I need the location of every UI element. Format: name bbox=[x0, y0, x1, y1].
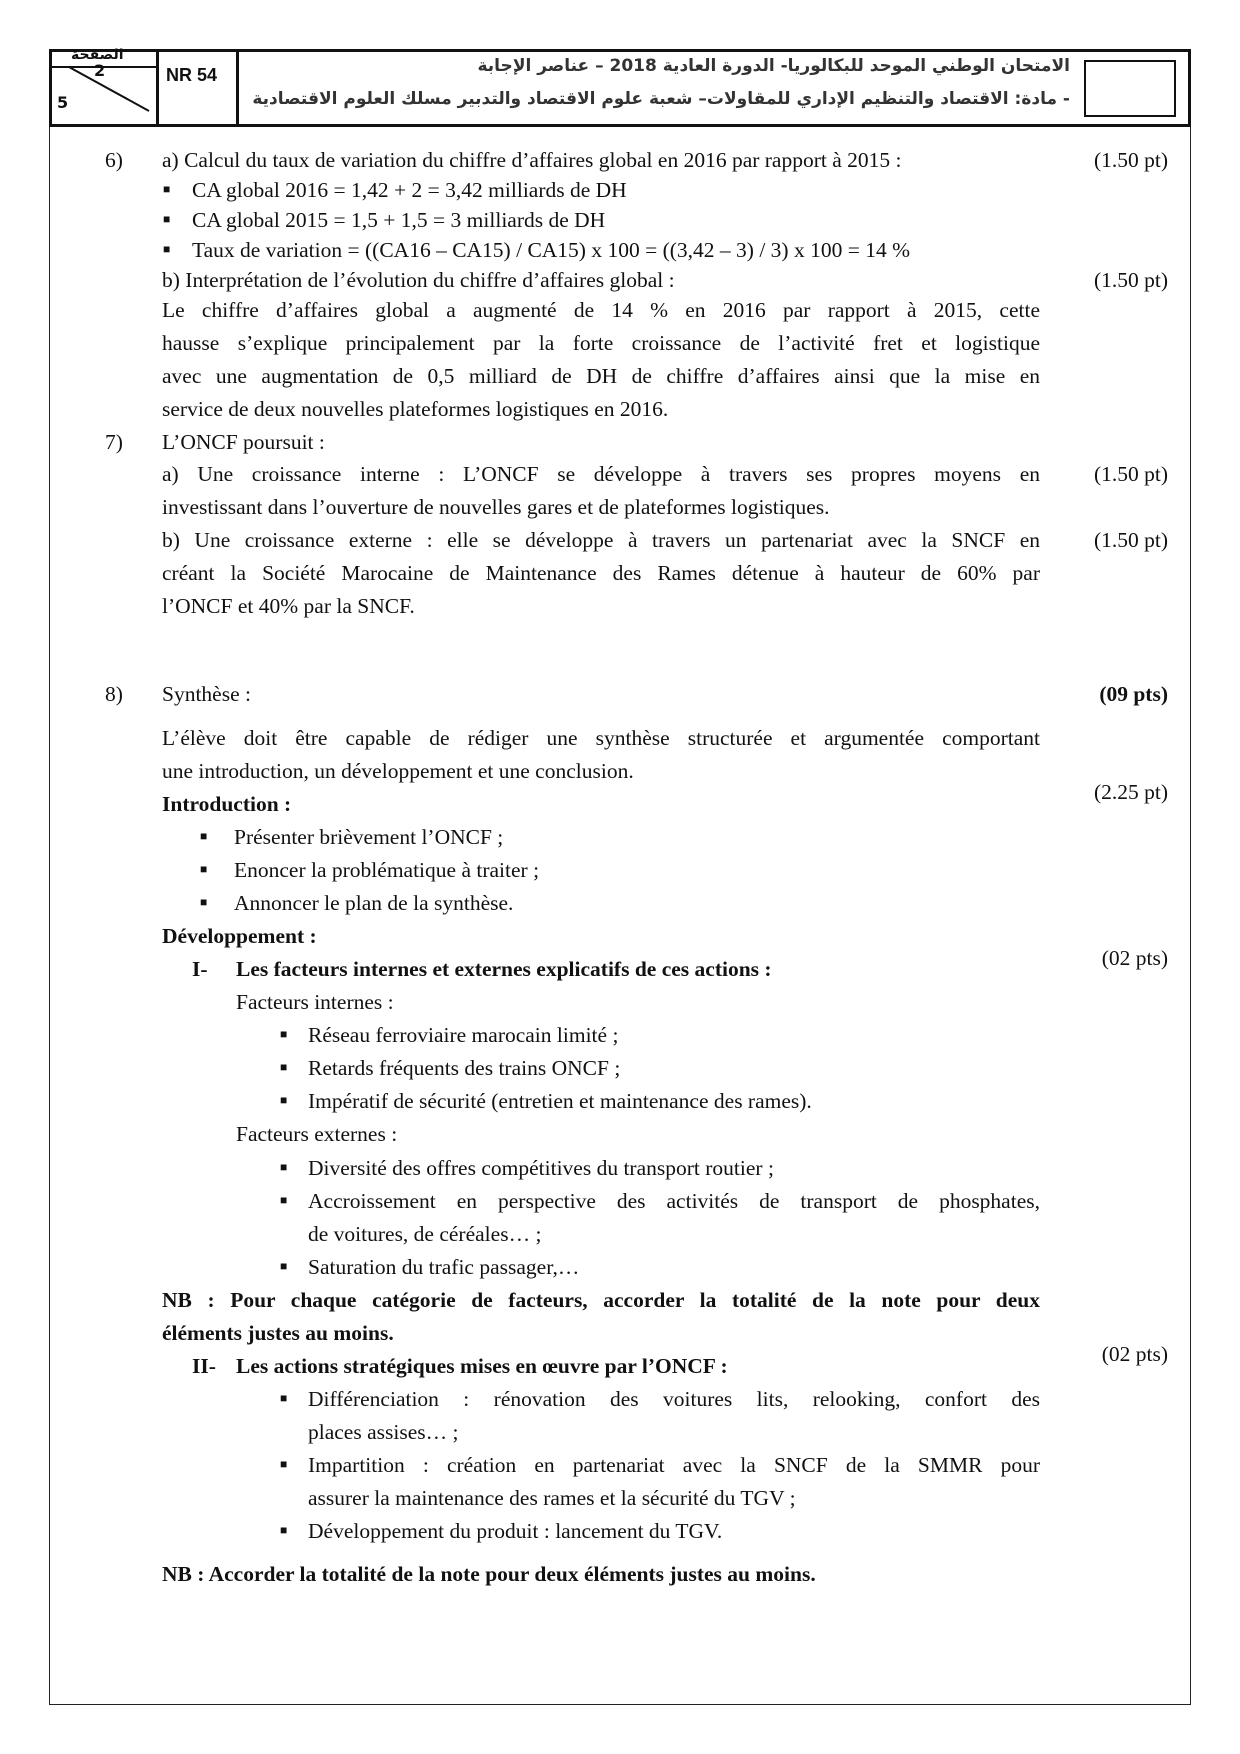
q8-total-points: (09 pts) bbox=[1099, 682, 1168, 706]
q6b-line-1: Le chiffre d’affaires global a augmenté de 14 % en 2016 par rapport à 2015, cette bbox=[162, 298, 1040, 322]
bullet-icon: ■ bbox=[280, 1259, 288, 1273]
header-title-line2: - مادة: الاقتصاد والتنظيم الإداري للمقاولات– شعبة علوم الاقتصاد والتدبير مسلك العلوم الاقتصادية bbox=[252, 89, 1070, 109]
q7a-line-2: investissant dans l’ouverture de nouvelles gares et de plateformes logistiques. bbox=[162, 495, 830, 519]
bullet-icon: ■ bbox=[280, 1457, 288, 1471]
q6-bullet-2: CA global 2015 = 1,5 + 1,5 = 3 milliards de DH bbox=[192, 208, 606, 232]
external-factors-label: Facteurs externes : bbox=[236, 1122, 398, 1146]
q6-bullet-3: Taux de variation = ((CA16 – CA15) / CA15) x 100 = ((3,42 – 3) / 3) x 100 = 14 % bbox=[192, 238, 910, 262]
q6-bullet-1: CA global 2016 = 1,42 + 2 = 3,42 milliards de DH bbox=[192, 178, 627, 202]
q6a-points: (1.50 pt) bbox=[1093, 148, 1168, 172]
page-number: 2 bbox=[94, 61, 106, 80]
introduction-item-1: Présenter brièvement l’ONCF ; bbox=[234, 825, 504, 849]
grade-box bbox=[1084, 60, 1176, 117]
bullet-icon: ■ bbox=[280, 1160, 288, 1174]
action-2: Impartition : création en partenariat avec la SNCF de la SMMR pour bbox=[308, 1453, 1040, 1477]
internal-factor-3: Impératif de sécurité (entretien et maintenance des rames). bbox=[308, 1089, 812, 1113]
action-2-cont: assurer la maintenance des rames et la sécurité du TGV ; bbox=[308, 1486, 796, 1510]
introduction-title: Introduction : bbox=[162, 792, 292, 816]
q8-intro-line-1: L’élève doit être capable de rédiger une synthèse structurée et argumentée comportant bbox=[162, 726, 1040, 750]
bullet-icon: ■ bbox=[280, 1193, 288, 1207]
page-total: 5 bbox=[57, 93, 69, 112]
action-3: Développement du produit : lancement du TGV. bbox=[308, 1519, 723, 1543]
bullet-icon: ■ bbox=[163, 212, 171, 226]
q6b-line-2: hausse s’explique principalement par la forte croissance de l’activité fret et logistique bbox=[162, 331, 1040, 355]
header-title-line1: الامتحان الوطني الموحد للبكالوريا- الدورة العادية 2018 – عناصر الإجابة bbox=[477, 56, 1070, 76]
external-factor-1: Diversité des offres compétitives du transport routier ; bbox=[308, 1156, 774, 1180]
exam-code: NR 54 bbox=[166, 65, 218, 85]
external-factor-3: Saturation du trafic passager,… bbox=[308, 1255, 580, 1279]
q6b-line-4: service de deux nouvelles plateformes logistiques en 2016. bbox=[162, 397, 669, 421]
bullet-icon: ■ bbox=[280, 1523, 288, 1537]
action-1-cont: places assises… ; bbox=[308, 1420, 459, 1444]
q8-title: Synthèse : bbox=[162, 682, 251, 706]
introduction-item-2: Enoncer la problématique à traiter ; bbox=[234, 858, 540, 882]
nb2: NB : Accorder la totalité de la note pour deux éléments justes au moins. bbox=[162, 1562, 816, 1586]
q7b-line-1: b) Une croissance externe : elle se développe à travers un partenariat avec la SNCF en bbox=[162, 528, 1040, 552]
page-label: الصفحة bbox=[71, 47, 124, 63]
development-title: Développement : bbox=[162, 924, 317, 948]
q7a-line-1: a) Une croissance interne : L’ONCF se développe à travers ses propres moyens en bbox=[162, 462, 1040, 486]
bullet-icon: ■ bbox=[280, 1391, 288, 1405]
part2-title: Les actions stratégiques mises en œuvre par l’ONCF : bbox=[236, 1354, 728, 1378]
q8-number: 8) bbox=[105, 682, 123, 706]
q6b-points: (1.50 pt) bbox=[1093, 268, 1168, 292]
action-1: Différenciation : rénovation des voitures lits, relooking, confort des bbox=[308, 1387, 1040, 1411]
part2-number: II- bbox=[192, 1354, 216, 1378]
part1-points: (02 pts) bbox=[1101, 946, 1168, 970]
introduction-points: (2.25 pt) bbox=[1093, 780, 1168, 804]
exam-code-box bbox=[159, 49, 239, 127]
q7b-line-2: créant la Société Marocaine de Maintenance des Rames détenue à hauteur de 60% par bbox=[162, 561, 1040, 585]
q6b-line-3: avec une augmentation de 0,5 milliard de DH de chiffre d’affaires ainsi que la mise en bbox=[162, 364, 1040, 388]
q7-number: 7) bbox=[105, 430, 123, 454]
bullet-icon: ■ bbox=[200, 862, 208, 876]
bullet-icon: ■ bbox=[163, 242, 171, 256]
bullet-icon: ■ bbox=[280, 1027, 288, 1041]
q6b-text: b) Interprétation de l’évolution du chiffre d’affaires global : bbox=[162, 268, 675, 292]
part1-number: I- bbox=[192, 957, 208, 981]
introduction-item-3: Annoncer le plan de la synthèse. bbox=[234, 891, 514, 915]
page-number-box bbox=[49, 49, 159, 127]
bullet-icon: ■ bbox=[280, 1060, 288, 1074]
part1-title: Les facteurs internes et externes explicatifs de ces actions : bbox=[236, 957, 772, 981]
q7a-points: (1.50 pt) bbox=[1093, 462, 1168, 486]
internal-factor-2: Retards fréquents des trains ONCF ; bbox=[308, 1056, 621, 1080]
q7b-points: (1.50 pt) bbox=[1093, 528, 1168, 552]
nb1-line-1: NB : Pour chaque catégorie de facteurs, accorder la totalité de la note pour deux bbox=[162, 1288, 1040, 1312]
external-factor-2-cont: de voitures, de céréales… ; bbox=[308, 1222, 542, 1246]
part2-points: (02 pts) bbox=[1101, 1342, 1168, 1366]
q6a-text: a) Calcul du taux de variation du chiffre d’affaires global en 2016 par rapport à 2015 : bbox=[162, 148, 902, 172]
external-factor-2: Accroissement en perspective des activités de transport de phosphates, bbox=[308, 1189, 1040, 1213]
q7-intro: L’ONCF poursuit : bbox=[162, 430, 325, 454]
bullet-icon: ■ bbox=[280, 1093, 288, 1107]
q7b-line-3: l’ONCF et 40% par la SNCF. bbox=[162, 594, 415, 618]
bullet-icon: ■ bbox=[200, 829, 208, 843]
internal-factor-1: Réseau ferroviaire marocain limité ; bbox=[308, 1023, 619, 1047]
bullet-icon: ■ bbox=[163, 182, 171, 196]
nb1-line-2: éléments justes au moins. bbox=[162, 1321, 394, 1345]
q6-number: 6) bbox=[105, 148, 123, 172]
bullet-icon: ■ bbox=[200, 895, 208, 909]
internal-factors-label: Facteurs internes : bbox=[236, 990, 394, 1014]
q8-intro-line-2: une introduction, un développement et une conclusion. bbox=[162, 759, 634, 783]
